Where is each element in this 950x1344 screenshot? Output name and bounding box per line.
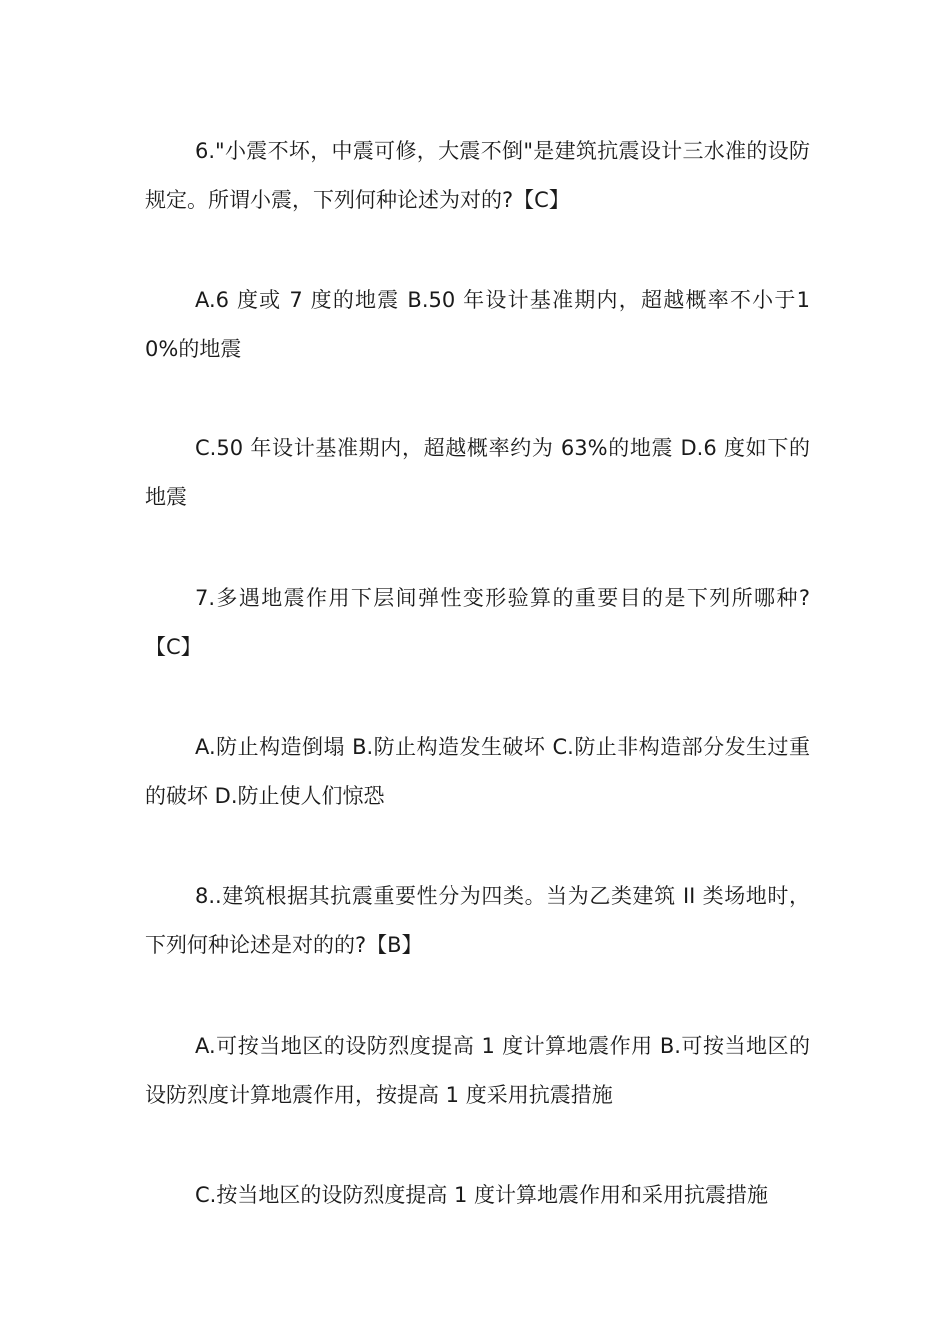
question-6-options-ab: A.6 度或 7 度的地震 B.50 年设计基准期内，超越概率不小于10%的地震 xyxy=(145,288,810,361)
question-8-options-ab: A.可按当地区的设防烈度提高 1 度计算地震作用 B.可按当地区的设防烈度计算地震作用，按提高 1 度采用抗震措施 xyxy=(145,1034,810,1107)
question-6-stem: 6."小震不坏，中震可修，大震不倒"是建筑抗震设计三水准的设防规定。所谓小震，下列何种论述为对的?【C】 xyxy=(145,139,810,212)
question-6-options-cd: C.50 年设计基准期内，超越概率约为 63%的地震 D.6 度如下的地震 xyxy=(145,436,810,509)
question-8-stem: 8..建筑根据其抗震重要性分为四类。当为乙类建筑 II 类场地时，下列何种论述是对的的?【B】 xyxy=(145,884,810,957)
question-7-options: A.防止构造倒塌 B.防止构造发生破坏 C.防止非构造部分发生过重的破坏 D.防止使人们惊恐 xyxy=(145,735,810,808)
question-8-option-c: C.按当地区的设防烈度提高 1 度计算地震作用和采用抗震措施 xyxy=(195,1183,769,1207)
question-7-stem: 7.多遇地震作用下层间弹性变形验算的重要目的是下列所哪种?【C】 xyxy=(145,586,810,659)
